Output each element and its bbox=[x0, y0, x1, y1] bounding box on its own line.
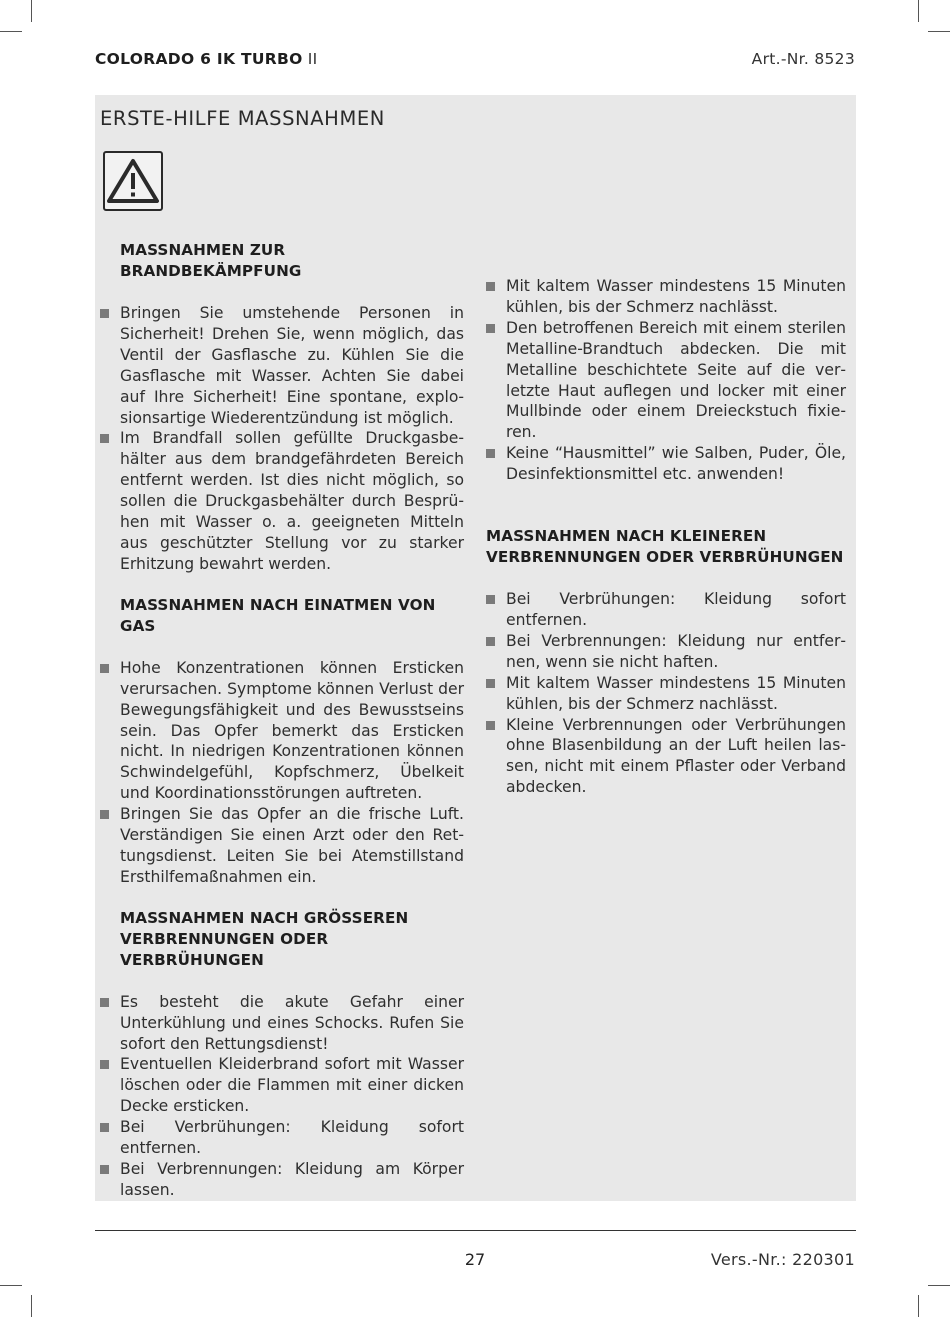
list-item bbox=[100, 303, 464, 428]
article-number: Art.-Nr. 8523 bbox=[751, 50, 855, 68]
list-item bbox=[100, 1054, 464, 1117]
list-item-text: Hohe Konzentrationen können Ersticken verursachen. Symptome können Verlust der Bewegungsfähigkeit und des Bewusstseins sein. Das Opfer bemerkt das Ersticken nicht. In niedrigen Konzentrationen können Schwindelgefühl, Kopfschmerz, Übelkeit und Koordinationsstörungen auftreten. bbox=[120, 658, 464, 803]
list-item-text: Kleine Verbrennungen oder Verbrühungen ohne Blasenbildung an der Luft heilen lassen, nicht mit einem Pflaster oder Verband abdecken. bbox=[506, 715, 846, 797]
square-bullet-icon bbox=[486, 282, 495, 291]
square-bullet-icon bbox=[486, 324, 495, 333]
heading-line: MASSNAHMEN NACH KLEINEREN bbox=[486, 527, 767, 546]
square-bullet-icon bbox=[100, 1060, 109, 1069]
list-item bbox=[486, 673, 846, 715]
crop-mark bbox=[918, 0, 919, 22]
warning-triangle-icon bbox=[103, 151, 163, 211]
square-bullet-icon bbox=[100, 664, 109, 673]
list-item-text: Den betroffenen Bereich mit einem sterilen Metalline-Brandtuch abdecken. Die mit Metalline beschichtete Seite auf die verletzte Haut auflegen und locker mit einer Mullbinde oder einem Dreieckstuch fixieren. bbox=[506, 318, 846, 442]
footer-divider bbox=[95, 1230, 856, 1231]
right-column bbox=[486, 240, 846, 798]
square-bullet-icon bbox=[486, 721, 495, 730]
square-bullet-icon bbox=[100, 1165, 109, 1174]
square-bullet-icon bbox=[100, 810, 109, 819]
square-bullet-icon bbox=[100, 1123, 109, 1132]
page-number: 27 bbox=[464, 1250, 486, 1269]
crop-mark bbox=[0, 31, 22, 32]
heading-line: VERBRENNUNGEN ODER VERBRÜHUNGEN bbox=[486, 548, 844, 567]
version-number: Vers.-Nr.: 220301 bbox=[710, 1250, 855, 1269]
page-header bbox=[95, 50, 855, 74]
square-bullet-icon bbox=[486, 595, 495, 604]
list-item-text: Bringen Sie umstehende Personen in Sicherheit! Drehen Sie, wenn möglich, das Ventil der Gasflasche zu. Kühlen Sie die Gasflasche mit Wasser. Achten Sie dabei auf Ihre Sicherheit! Eine spontane, explosionsartige Wiederentzündung ist möglich. bbox=[120, 304, 464, 427]
list-item-text: Bei Verbrühungen: Kleidung sofort entfernen. bbox=[120, 1118, 464, 1158]
list-item bbox=[100, 804, 464, 888]
square-bullet-icon bbox=[486, 679, 495, 688]
square-bullet-icon bbox=[486, 637, 495, 646]
crop-mark bbox=[0, 1285, 22, 1286]
heading-line: VERBRENNUNGEN ODER VERBRÜHUNGEN bbox=[120, 929, 329, 969]
list-item-text: Bringen Sie das Opfer an die frische Luft. Verständigen Sie einen Arzt oder den Rettungsdienst. Leiten Sie bei Atemstillstand Ersthilfemaßnahmen ein. bbox=[120, 805, 464, 886]
list-item-text: Keine “Hausmittel” wie Salben, Puder, Öle, Desinfektionsmittel etc. anwenden! bbox=[506, 444, 846, 484]
heading-kleinere-verbrennungen bbox=[486, 526, 846, 568]
list-item-text: Im Brandfall sollen gefüllte Druckgasbehälter aus dem brandgefährdeten Bereich entfernt werden. Ist dies nicht möglich, so sollen die Druckgasbehälter durch Besprühen mit Wasser o. a. geeigneten Mitteln aus geschützter Stellung vor zu starker Erhitzung bewahrt werden. bbox=[120, 429, 464, 573]
product-suffix: II bbox=[302, 50, 318, 68]
square-bullet-icon bbox=[100, 309, 109, 318]
crop-mark bbox=[928, 1285, 950, 1286]
list-item bbox=[486, 589, 846, 631]
list-einatmen bbox=[100, 658, 464, 888]
list-item bbox=[100, 1159, 464, 1201]
list-brandbekaempfung bbox=[100, 303, 464, 575]
list-item-text: Eventuellen Kleiderbrand sofort mit Wasser löschen oder die Flammen mit einer dicken Decke ersticken. bbox=[120, 1055, 464, 1116]
list-item bbox=[100, 1117, 464, 1159]
list-item bbox=[486, 715, 846, 799]
list-item-text: Mit kaltem Wasser mindestens 15 Minuten kühlen, bis der Schmerz nachlässt. bbox=[506, 277, 846, 316]
list-item bbox=[486, 631, 846, 673]
list-item bbox=[100, 658, 464, 804]
list-groessere-verbrennungen bbox=[100, 992, 464, 1201]
square-bullet-icon bbox=[100, 434, 109, 443]
crop-mark bbox=[31, 0, 32, 22]
left-column bbox=[100, 240, 464, 1201]
heading-einatmen: MASSNAHMEN NACH EINATMEN VON GAS bbox=[120, 595, 436, 635]
list-item bbox=[486, 318, 846, 443]
heading-line: MASSNAHMEN NACH GRÖSSEREN bbox=[120, 908, 409, 927]
crop-mark bbox=[918, 1295, 919, 1317]
list-item bbox=[100, 428, 464, 574]
list-item-text: Bei Verbrühungen: Kleidung sofort entfernen. bbox=[506, 590, 846, 629]
list-kleinere-verbrennungen bbox=[486, 589, 846, 798]
list-item-text: Mit kaltem Wasser mindestens 15 Minuten kühlen, bis der Schmerz nachlässt. bbox=[506, 673, 846, 713]
heading-brandbekaempfung: MASSNAHMEN ZUR BRANDBEKÄMPFUNG bbox=[120, 241, 302, 280]
list-item-text: Bei Verbrennungen: Kleidung am Körper lassen. bbox=[120, 1160, 464, 1199]
list-item bbox=[100, 992, 464, 1055]
list-item bbox=[486, 276, 846, 318]
heading-groessere-verbrennungen bbox=[100, 908, 464, 971]
square-bullet-icon bbox=[486, 449, 495, 458]
crop-mark bbox=[31, 1295, 32, 1317]
crop-mark bbox=[928, 31, 950, 32]
list-item bbox=[486, 443, 846, 485]
product-name: COLORADO 6 IK TURBO bbox=[95, 50, 303, 68]
list-brandverletzungen-fortsetzung bbox=[486, 276, 846, 485]
list-item-text: Es besteht die akute Gefahr einer Unterkühlung und eines Schocks. Rufen Sie sofort den Rettungsdienst! bbox=[120, 992, 464, 1053]
square-bullet-icon bbox=[100, 998, 109, 1007]
list-item-text: Bei Verbrennungen: Kleidung nur entfernen, wenn sie nicht haften. bbox=[506, 631, 846, 671]
section-title: ERSTE-HILFE MASSNAHMEN bbox=[100, 107, 385, 130]
